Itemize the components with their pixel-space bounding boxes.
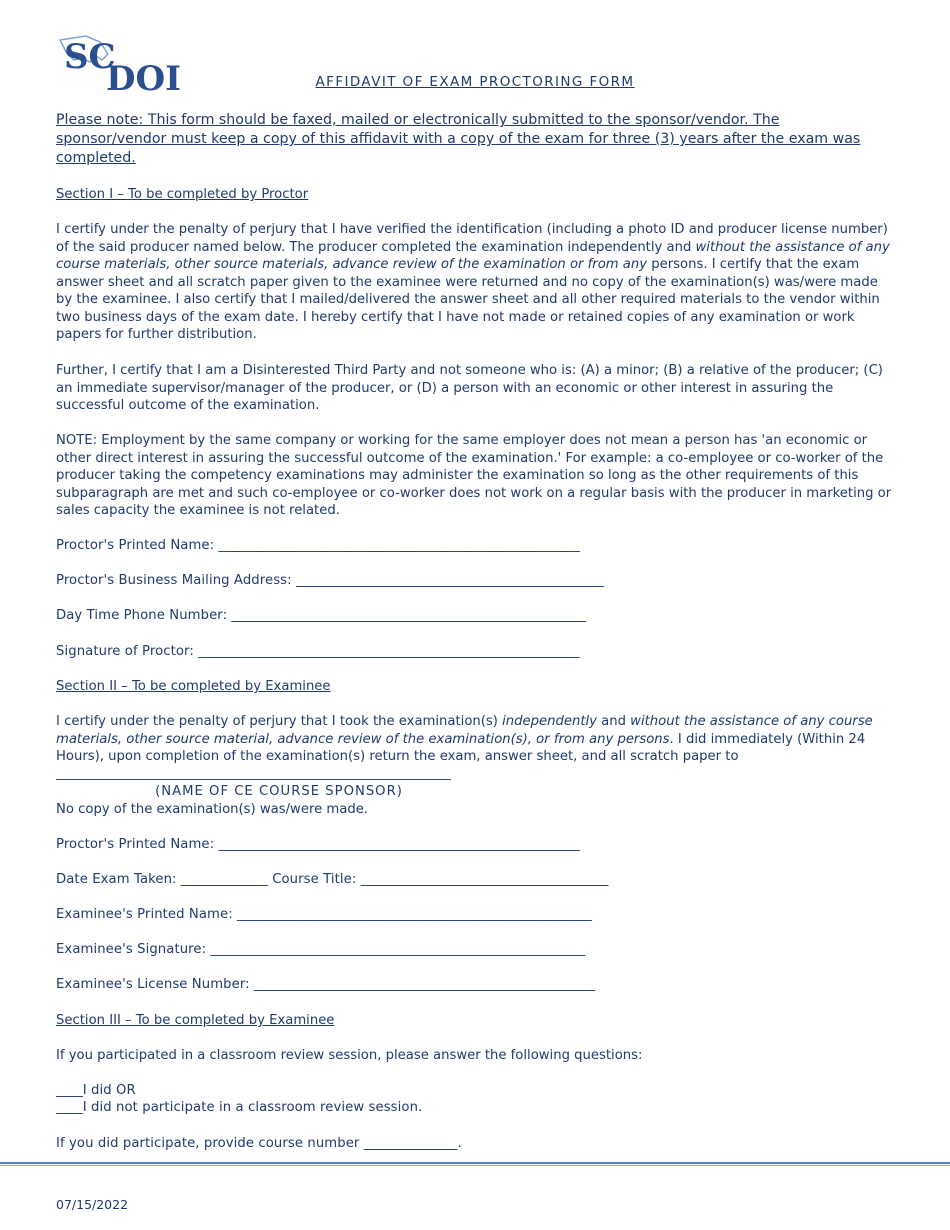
no-copy-statement: No copy of the examination(s) was/were made.	[56, 802, 368, 817]
proctor-signature-field[interactable]: Signature of Proctor: _________________________________________________________	[56, 644, 580, 659]
logo-doi-text: DOI	[106, 59, 182, 94]
s2-p1-emphasis-2: without the assistance of any course materials, other source material, advance review of the examination(s), or from any persons	[56, 714, 873, 747]
examinee-license-number-field[interactable]: Examinee's License Number: ___________________________________________________	[56, 977, 596, 992]
s2-p1-emphasis-1: independently	[502, 714, 597, 729]
form-title: AFFIDAVIT OF EXAM PROCTORING FORM	[315, 74, 635, 90]
proctor-printed-name-field[interactable]: Proctor's Printed Name: ______________________________________________________	[56, 538, 580, 553]
s1-p1-part-b: persons. I certify that the exam answer sheet and all scratch paper given to the examinee were returned and no copy of the examination(s) was/were made by the examinee. I also certify that I mailed/delivered the answer sheet and all other required materials to the vendor within two business days of the exam date. I hereby certify that I have not made or retained copies of any examination or work papers for further distribution.	[56, 257, 880, 342]
footer-rule-secondary	[0, 1165, 950, 1166]
logo-sc-text: SC	[64, 37, 116, 77]
footer-rule	[0, 1162, 950, 1164]
section-2-certification	[56, 713, 894, 766]
section-1-certification	[56, 221, 894, 344]
course-number-field[interactable]: If you did participate, provide course number ______________.	[56, 1136, 462, 1151]
section-3-heading: Section III – To be completed by Examinee	[56, 1013, 335, 1028]
sponsor-caption: (NAME OF CE COURSE SPONSOR)	[155, 784, 403, 799]
s2-p1-part-c: . I did immediately (Within 24 Hours), upon completion of the examination(s) return the exam, answer sheet, and all scratch paper to	[56, 731, 866, 764]
section-1-note: NOTE: Employment by the same company or working for the same employer does not mean a person has 'an economic or other direct interest in assuring the successful outcome of the examination.' For example: a co-employee or co-worker of the producer taking the competency examinations may administer the examination so long as the other requirements of this subparagraph are met and such co-employee or co-worker does not work on a regular basis with the producer in marketing or sales capacity the examinee is not related.	[56, 433, 892, 518]
review-session-question: If you participated in a classroom review session, please answer the following questions:	[56, 1048, 643, 1063]
section-1-heading: Section I – To be completed by Proctor	[56, 187, 309, 202]
sponsor-name-field[interactable]: ___________________________________________________________	[56, 766, 451, 781]
examinee-signature-field[interactable]: Examinee's Signature: ________________________________________________________	[56, 942, 586, 957]
did-not-participate-option[interactable]: ____I did not participate in a classroom review session.	[56, 1100, 423, 1115]
daytime-phone-field[interactable]: Day Time Phone Number: _____________________________________________________	[56, 608, 587, 623]
section-1-disinterested-party: Further, I certify that I am a Disinterested Third Party and not someone who is: (A) a minor; (B) a relative of the producer; (C) an immediate supervisor/manager of the producer, or (D) a person with an economic or other interest in assuring the successful outcome of the examination.	[56, 363, 883, 413]
date-and-course-title-field[interactable]: Date Exam Taken: _____________ Course Title: _____________________________________	[56, 872, 609, 887]
examinee-printed-name-field[interactable]: Examinee's Printed Name: _____________________________________________________	[56, 907, 592, 922]
section-2-heading: Section II – To be completed by Examinee	[56, 679, 331, 694]
s2-p1-part-b: and	[596, 714, 631, 729]
s2-proctor-printed-name-field[interactable]: Proctor's Printed Name: ______________________________________________________	[56, 837, 580, 852]
did-participate-option[interactable]: ____I did OR	[56, 1083, 136, 1098]
s1-p1-part-a: I certify under the penalty of perjury that I have verified the identification (including a photo ID and producer license number) of the said producer named below. The producer completed the examination independently and	[56, 222, 888, 255]
s2-p1-part-a: I certify under the penalty of perjury that I took the examination(s)	[56, 714, 503, 729]
proctor-mailing-address-field[interactable]: Proctor's Business Mailing Address: ______________________________________________	[56, 573, 604, 588]
revision-date: 07/15/2022	[56, 1197, 129, 1212]
submission-note: Please note: This form should be faxed, mailed or electronically submitted to the sponsor/vendor. The sponsor/vendor must keep a copy of this affidavit with a copy of the exam for three (3) years after the exam was completed.	[56, 112, 861, 166]
s1-p1-emphasis: without the assistance of any course materials, other source materials, advance review of the examination or from any	[56, 239, 890, 272]
